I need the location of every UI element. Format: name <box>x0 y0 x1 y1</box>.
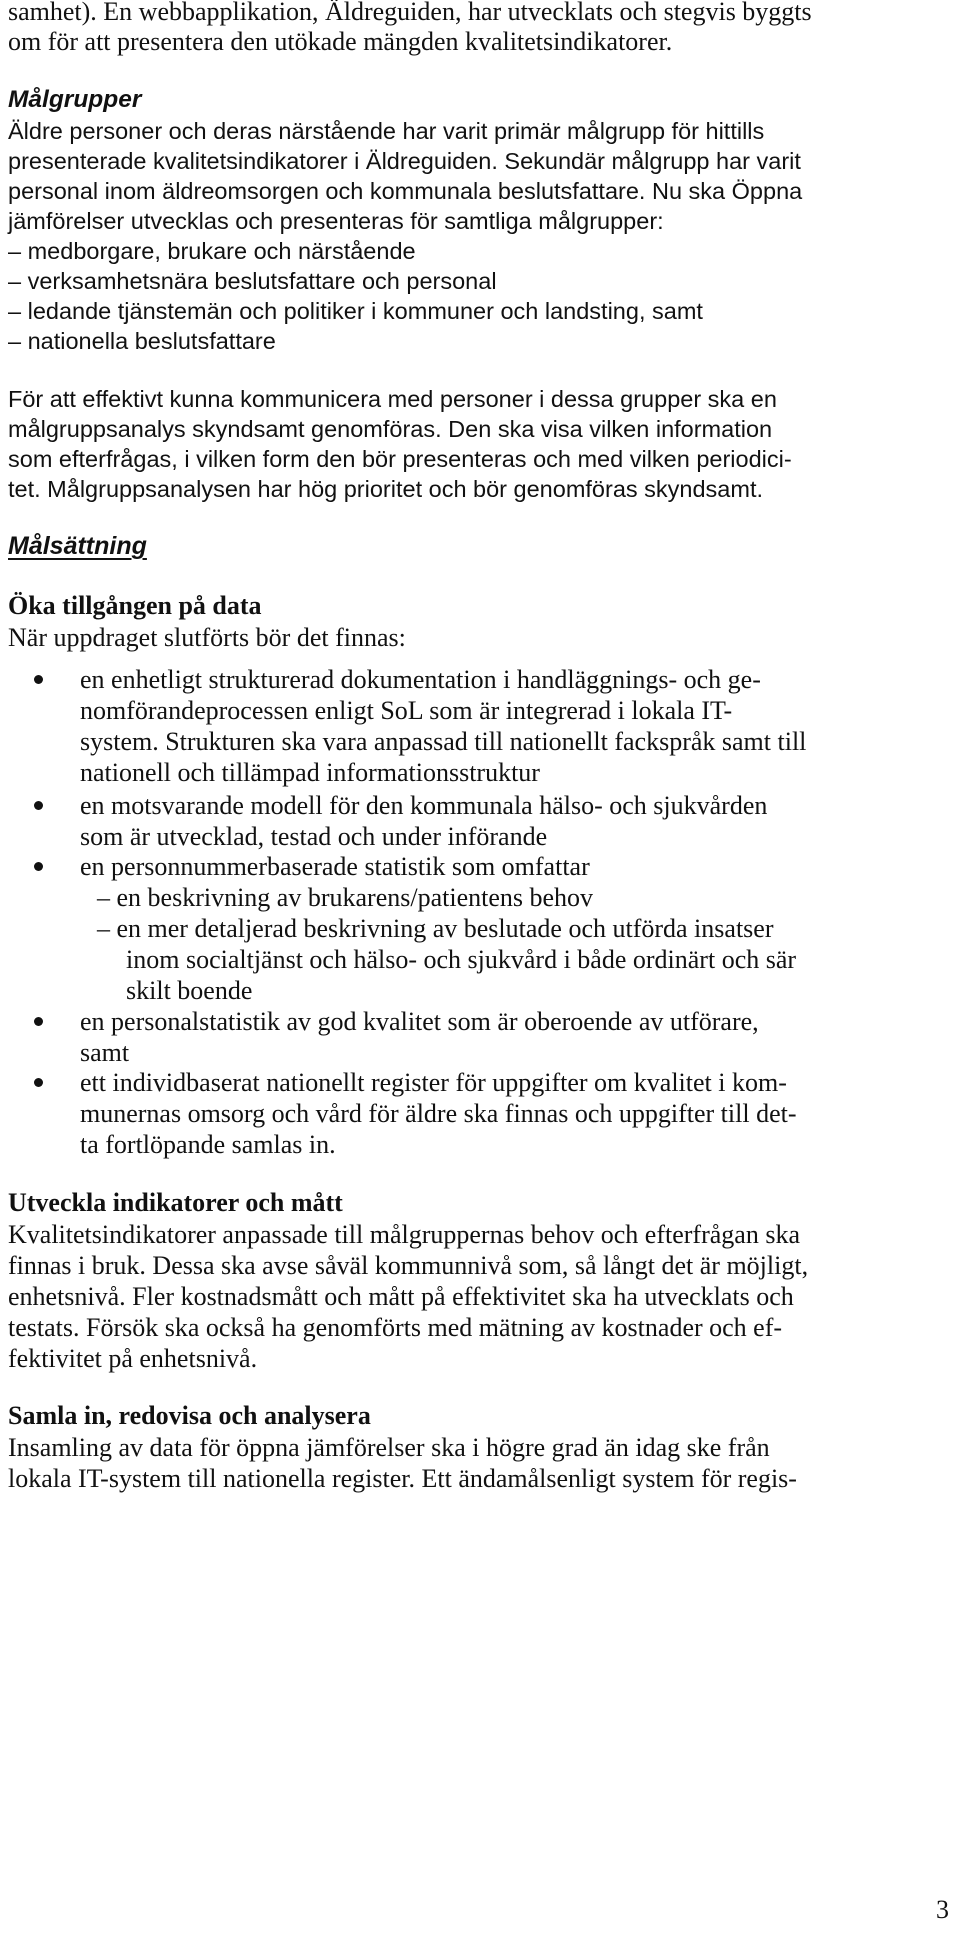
bullet-icon <box>34 1017 43 1026</box>
bullet-item-line: ett individbaserat nationellt register för uppgifter om kvalitet i kom- <box>80 1068 787 1097</box>
bullet-icon <box>34 675 43 684</box>
text-line: personal inom äldreomsorgen och kommunala beslutsfattare. Nu ska Öppna <box>8 178 803 204</box>
bullet-item-line: en enhetligt strukturerad dokumentation i handläggnings- och ge- <box>80 665 761 694</box>
intro-line-2: om för att presentera den utökade mängden kvalitetsindikatorer. <box>8 27 673 56</box>
bullet-item-line: en personalstatistik av god kvalitet som är oberoende av utförare, <box>80 1007 759 1036</box>
text-line: finnas i bruk. Dessa ska avse såväl kommunnivå som, så långt det är möjligt, <box>8 1251 809 1280</box>
text-line: tet. Målgruppsanalysen har hög prioritet och bör genomföras skyndsamt. <box>8 476 764 502</box>
text-line: lokala IT-system till nationella register. Ett ändamålsenligt system för regis- <box>8 1464 797 1493</box>
text-line: enhetsnivå. Fler kostnadsmått och mått på effektivitet ska ha utvecklats och <box>8 1282 794 1311</box>
bullet-item-line: nationell och tillämpad informationsstruktur <box>80 758 540 787</box>
page-number: 3 <box>936 1895 949 1924</box>
text-line: presenterade kvalitetsindikatorer i Äldreguiden. Sekundär målgrupp har varit <box>8 148 801 174</box>
text-line: Äldre personer och deras närstående har varit primär målgrupp för hittills <box>8 118 765 144</box>
dash-list-item: – nationella beslutsfattare <box>8 328 276 354</box>
bullet-item-line: system. Strukturen ska vara anpassad till nationellt fackspråk samt till <box>80 727 807 756</box>
bullet-item-line: en motsvarande modell för den kommunala hälso- och sjukvården <box>80 791 768 820</box>
text-line: fektivitet på enhetsnivå. <box>8 1344 258 1373</box>
section-heading-malsattning: Målsättning <box>8 532 147 560</box>
text-line: som efterfrågas, i vilken form den bör presenteras och med vilken periodici- <box>8 446 792 472</box>
subheading-samla-in: Samla in, redovisa och analysera <box>8 1401 371 1430</box>
text-line: Kvalitetsindikatorer anpassade till målgruppernas behov och efterfrågan ska <box>8 1220 800 1249</box>
text-line: För att effektivt kunna kommunicera med personer i dessa grupper ska en <box>8 386 777 412</box>
dash-sub-item-continuation: inom socialtjänst och hälso- och sjukvård i både ordinärt och sär <box>126 945 797 974</box>
bullet-item-line: munernas omsorg och vård för äldre ska finnas och uppgifter till det- <box>80 1099 797 1128</box>
subheading-utveckla-indikatorer: Utveckla indikatorer och mått <box>8 1188 343 1217</box>
text-line: jämförelser utvecklas och presenteras för samtliga målgrupper: <box>8 208 664 234</box>
dash-list-item: – ledande tjänstemän och politiker i kommuner och landsting, samt <box>8 298 703 324</box>
dash-list-item: – verksamhetsnära beslutsfattare och personal <box>8 268 497 294</box>
bullet-item-line: en personnummerbaserade statistik som omfattar <box>80 852 590 881</box>
intro-line-1: samhet). En webbapplikation, Äldreguiden, har utvecklats och stegvis byggts <box>8 0 812 26</box>
bullet-item-line: som är utvecklad, testad och under införande <box>80 822 548 851</box>
bullet-icon <box>34 862 43 871</box>
bullet-item-line: samt <box>80 1038 130 1067</box>
dash-sub-item: – en beskrivning av brukarens/patientens behov <box>97 883 594 912</box>
text-line: testats. Försök ska också ha genomförts med mätning av kostnader och ef- <box>8 1313 783 1342</box>
text-line: Insamling av data för öppna jämförelser ska i högre grad än idag ske från <box>8 1433 770 1462</box>
bullet-item-line: nomförandeprocessen enligt SoL som är integrerad i lokala IT- <box>80 696 733 725</box>
text-line: När uppdraget slutförts bör det finnas: <box>8 623 406 652</box>
text-line: målgruppsanalys skyndsamt genomföras. Den ska visa vilken information <box>8 416 773 442</box>
bullet-icon <box>34 801 43 810</box>
dash-list-item: – medborgare, brukare och närstående <box>8 238 416 264</box>
dash-sub-item: – en mer detaljerad beskrivning av beslutade och utförda insatser <box>97 914 774 943</box>
bullet-item-line: ta fortlöpande samlas in. <box>80 1130 336 1159</box>
bullet-icon <box>34 1078 43 1087</box>
subheading-oka-tillgangen: Öka tillgången på data <box>8 591 262 620</box>
dash-sub-item-continuation: skilt boende <box>126 976 253 1005</box>
section-heading-malgrupper: Målgrupper <box>8 86 142 113</box>
